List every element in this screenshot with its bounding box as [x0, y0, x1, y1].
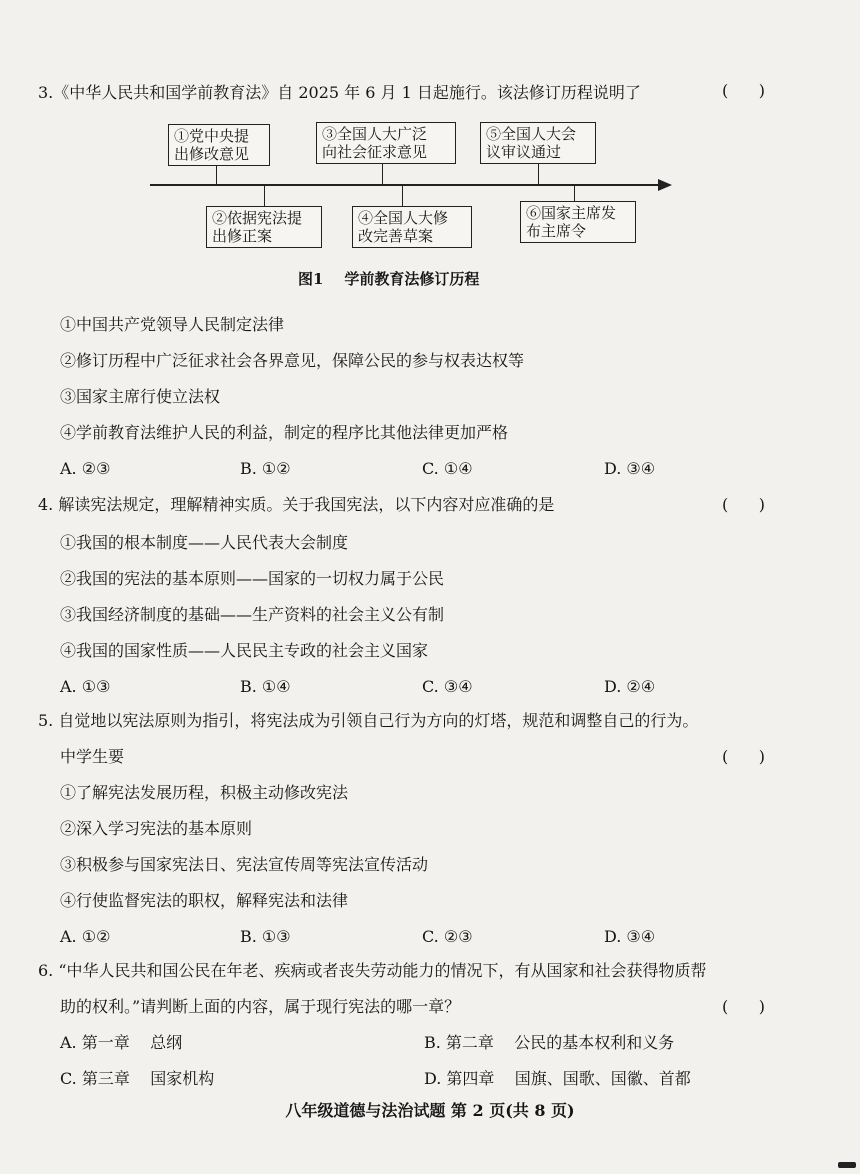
page-footer: 八年级道德与法治试题 第 2 页(共 8 页)	[285, 1101, 575, 1120]
q4-item-1: ①我国的根本制度——人民代表大会制度	[60, 533, 349, 552]
q6-option-b: B. 第二章 公民的基本权利和义务	[424, 1033, 675, 1052]
timeline-step-2: ②依据宪法提 出修正案	[206, 206, 322, 248]
q4-item-3: ③我国经济制度的基础——生产资料的社会主义公有制	[60, 605, 445, 624]
q5-option-a: A. ①②	[60, 927, 111, 946]
scan-edge-mark	[838, 1162, 856, 1168]
q4-option-d: D. ②④	[604, 677, 656, 696]
q3-item-2: ②修订历程中广泛征求社会各界意见，保障公民的参与权表达权等	[60, 351, 525, 370]
q6-answer-paren: ( )	[722, 997, 765, 1016]
q6-option-d: D. 第四章 国旗、国歌、国徽、首都	[424, 1069, 691, 1088]
q5-answer-paren: ( )	[722, 747, 765, 766]
figure-caption: 图1 学前教育法修订历程	[298, 270, 480, 288]
timeline-tick	[402, 184, 403, 206]
q5-option-d: D. ③④	[604, 927, 656, 946]
q3-option-a: A. ②③	[60, 459, 111, 478]
q4-option-c: C. ③④	[422, 677, 473, 696]
q4-item-4: ④我国的国家性质——人民民主专政的社会主义国家	[60, 641, 429, 660]
q3-item-4: ④学前教育法维护人民的利益，制定的程序比其他法律更加严格	[60, 423, 509, 442]
q5-item-1: ①了解宪法发展历程，积极主动修改宪法	[60, 783, 349, 802]
q3-item-3: ③国家主席行使立法权	[60, 387, 221, 406]
q4-stem: 4. 解读宪法规定，理解精神实质。关于我国宪法，以下内容对应准确的是	[38, 495, 555, 514]
q4-option-a: A. ①③	[60, 677, 111, 696]
q3-answer-paren: ( )	[722, 81, 765, 100]
q6-stem-continued: 助的权利。”请判断上面的内容，属于现行宪法的哪一章？	[60, 997, 461, 1016]
q5-item-3: ③积极参与国家宪法日、宪法宣传周等宪法宣传活动	[60, 855, 429, 874]
q3-stem: 3.《中华人民共和国学前教育法》自 2025 年 6 月 1 日起施行。该法修订历程说明了	[38, 83, 641, 102]
timeline-step-5: ⑤全国人大会 议审议通过	[480, 122, 596, 164]
q6-option-c: C. 第三章 国家机构	[60, 1069, 215, 1088]
q4-item-2: ②我国的宪法的基本原则——国家的一切权力属于公民	[60, 569, 445, 588]
timeline-step-4: ④全国人大修 改完善草案	[352, 206, 472, 248]
q5-stem-continued: 中学生要	[60, 747, 125, 766]
q5-item-4: ④行使监督宪法的职权，解释宪法和法律	[60, 891, 349, 910]
q3-item-1: ①中国共产党领导人民制定法律	[60, 315, 285, 334]
q3-option-b: B. ①②	[240, 459, 291, 478]
q5-option-b: B. ①③	[240, 927, 291, 946]
timeline-tick	[538, 162, 539, 184]
q4-option-b: B. ①④	[240, 677, 291, 696]
timeline-arrow	[658, 179, 672, 191]
timeline-step-1: ①党中央提 出修改意见	[168, 124, 270, 166]
q5-option-c: C. ②③	[422, 927, 473, 946]
q3-option-d: D. ③④	[604, 459, 656, 478]
timeline-step-3: ③全国人大广泛 向社会征求意见	[316, 122, 456, 164]
timeline-tick	[264, 184, 265, 206]
timeline-tick	[574, 184, 575, 202]
q6-stem: 6. “中华人民共和国公民在年老、疾病或者丧失劳动能力的情况下，有从国家和社会获得物质帮	[38, 961, 707, 980]
q3-option-c: C. ①④	[422, 459, 473, 478]
q5-item-2: ②深入学习宪法的基本原则	[60, 819, 253, 838]
timeline-axis	[150, 184, 660, 186]
timeline-step-6: ⑥国家主席发 布主席令	[520, 201, 636, 243]
timeline-tick	[216, 164, 217, 184]
q6-option-a: A. 第一章 总纲	[60, 1033, 183, 1052]
q5-stem: 5. 自觉地以宪法原则为指引，将宪法成为引领自己行为方向的灯塔，规范和调整自己的行为。	[38, 711, 699, 730]
q4-answer-paren: ( )	[722, 495, 765, 514]
